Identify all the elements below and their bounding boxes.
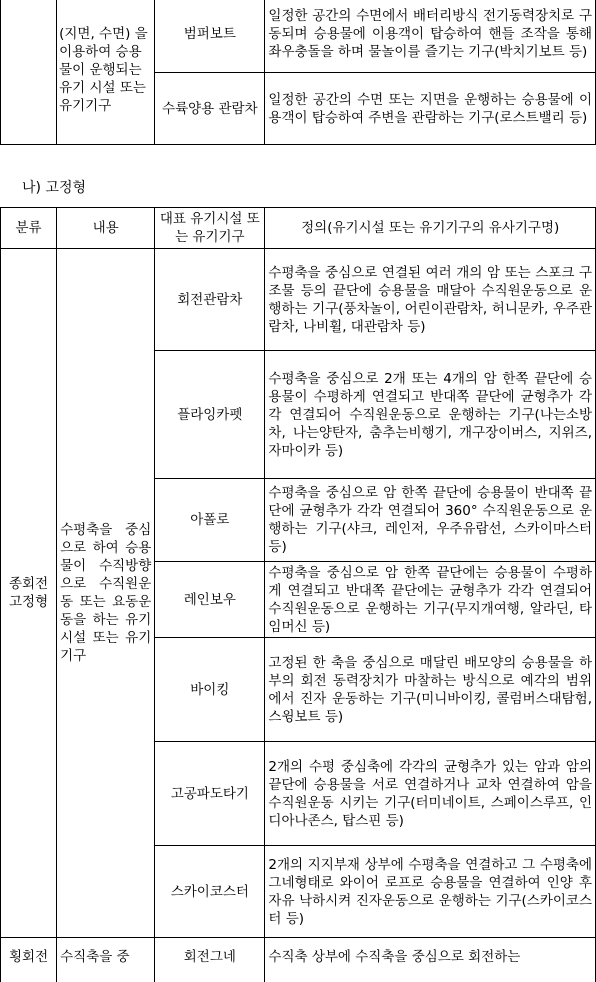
representative-cell: 아폴로 — [155, 479, 265, 562]
content-cell: 수직축을 중 — [57, 938, 155, 982]
definition-cell: 2개의 수평 중심축에 각각의 균형추가 있는 암과 암의 끝단에 승용물을 서로 연결하거나 교차 연결하여 암을 수직원운동 시키는 기구(터미네이트, 스페이스루프, 인디아나존스, 탑스핀 등) — [265, 742, 596, 846]
header-category: 분류 — [1, 208, 57, 249]
top-table — [0, 0, 596, 145]
representative-cell: 수륙양용 관람차 — [155, 73, 265, 145]
definition-cell: 일정한 공간의 수면에서 배터리방식 전기동력장치로 구동되며 승용물에 이용객이 탑승하여 핸들 조작을 통해 좌우충돌을 하며 물놀이를 즐기는 기구(박치기보트 등) — [265, 0, 596, 73]
top-table-wrap — [0, 0, 596, 148]
definition-cell: 수직축 상부에 수직축을 중심으로 회전하는 — [265, 938, 596, 982]
category-cell: 횡회전 — [1, 938, 57, 982]
main-table-wrap — [0, 207, 596, 982]
header-representative: 대표 유기시설 또는 유기기구 — [155, 208, 265, 249]
section-heading: 나) 고정형 — [22, 180, 87, 196]
representative-cell: 스카이코스터 — [155, 846, 265, 938]
header-definition: 정의(유기시설 또는 유기기구의 유사기구명) — [265, 208, 596, 249]
definition-cell: 수평축을 중심으로 암 한쪽 끝단에는 승용물이 수평하게 연결되고 반대쪽 끝단에는 균형추가 각각 연결되어 수직원운동으로 운행하는 기구(무지개여행, 알라딘, 타임머신 등) — [265, 562, 596, 638]
table-header-row — [1, 208, 596, 249]
representative-cell: 고공파도타기 — [155, 742, 265, 846]
definition-cell: 수평축을 중심으로 암 한쪽 끝단에 승용물이 반대쪽 끝단에 균형추가 각각 연결되어 360° 수직원운동으로 운행하는 기구(샤크, 레인저, 우주유람선, 스카이마스터 등) — [265, 479, 596, 562]
definition-cell: 2개의 지지부재 상부에 수평축을 연결하고 그 수평축에 그네형태로 와이어 로프로 승용물을 연결하여 인양 후 자유 낙하시켜 진자운동으로 운행하는 기구(스카이코스터 등) — [265, 846, 596, 938]
representative-cell: 범퍼보트 — [155, 0, 265, 73]
definition-cell: 수평축을 중심으로 2개 또는 4개의 암 한쪽 끝단에 승용물이 수평하게 연결되고 반대쪽 끝단에 균형추가 각각 연결되어 수직원운동으로 운행하는 기구(나는소방차, 나는양탄자, 춤추는비행기, 개구장이버스, 지위즈, 자마이카 등) — [265, 351, 596, 479]
representative-cell: 바이킹 — [155, 638, 265, 742]
main-table — [0, 207, 596, 982]
representative-cell: 플라잉카펫 — [155, 351, 265, 479]
definition-cell: 수평축을 중심으로 연결된 여러 개의 암 또는 스포크 구조물 등의 끝단에 승용물을 매달아 수직원운동으로 운행하는 기구(풍차놀이, 어린이관람차, 허니문카, 우주관람차, 나비휠, 대관람차 등) — [265, 249, 596, 351]
content-cell: 수평축을 중심으로 하여 승용물이 수직방향으로 수직원운동 또는 요동운동을 하는 유기시설 또는 유기기구 — [57, 249, 155, 938]
content-cell: (지면, 수면) 을 이용하여 승용물이 운행되는 유기 시설 또는 유기기구 — [57, 0, 155, 145]
representative-cell: 회전그네 — [155, 938, 265, 982]
definition-cell: 고정된 한 축을 중심으로 매달린 배모양의 승용물을 하부의 회전 동력장치가 마찰하는 방식으로 예각의 범위에서 진자 운동하는 기구(미니바이킹, 콜럼버스대탐험, 스윙보트 등) — [265, 638, 596, 742]
header-content: 내용 — [57, 208, 155, 249]
representative-cell: 회전관람차 — [155, 249, 265, 351]
table-row — [1, 938, 596, 982]
table-row — [1, 0, 596, 73]
table-row — [1, 249, 596, 351]
representative-cell: 레인보우 — [155, 562, 265, 638]
category-cell — [1, 0, 57, 145]
category-cell: 종회전 고정형 — [1, 249, 57, 938]
definition-cell: 일정한 공간의 수면 또는 지면을 운행하는 승용물에 이용객이 탑승하여 주변을 관람하는 기구(로스트밸리 등) — [265, 73, 596, 145]
